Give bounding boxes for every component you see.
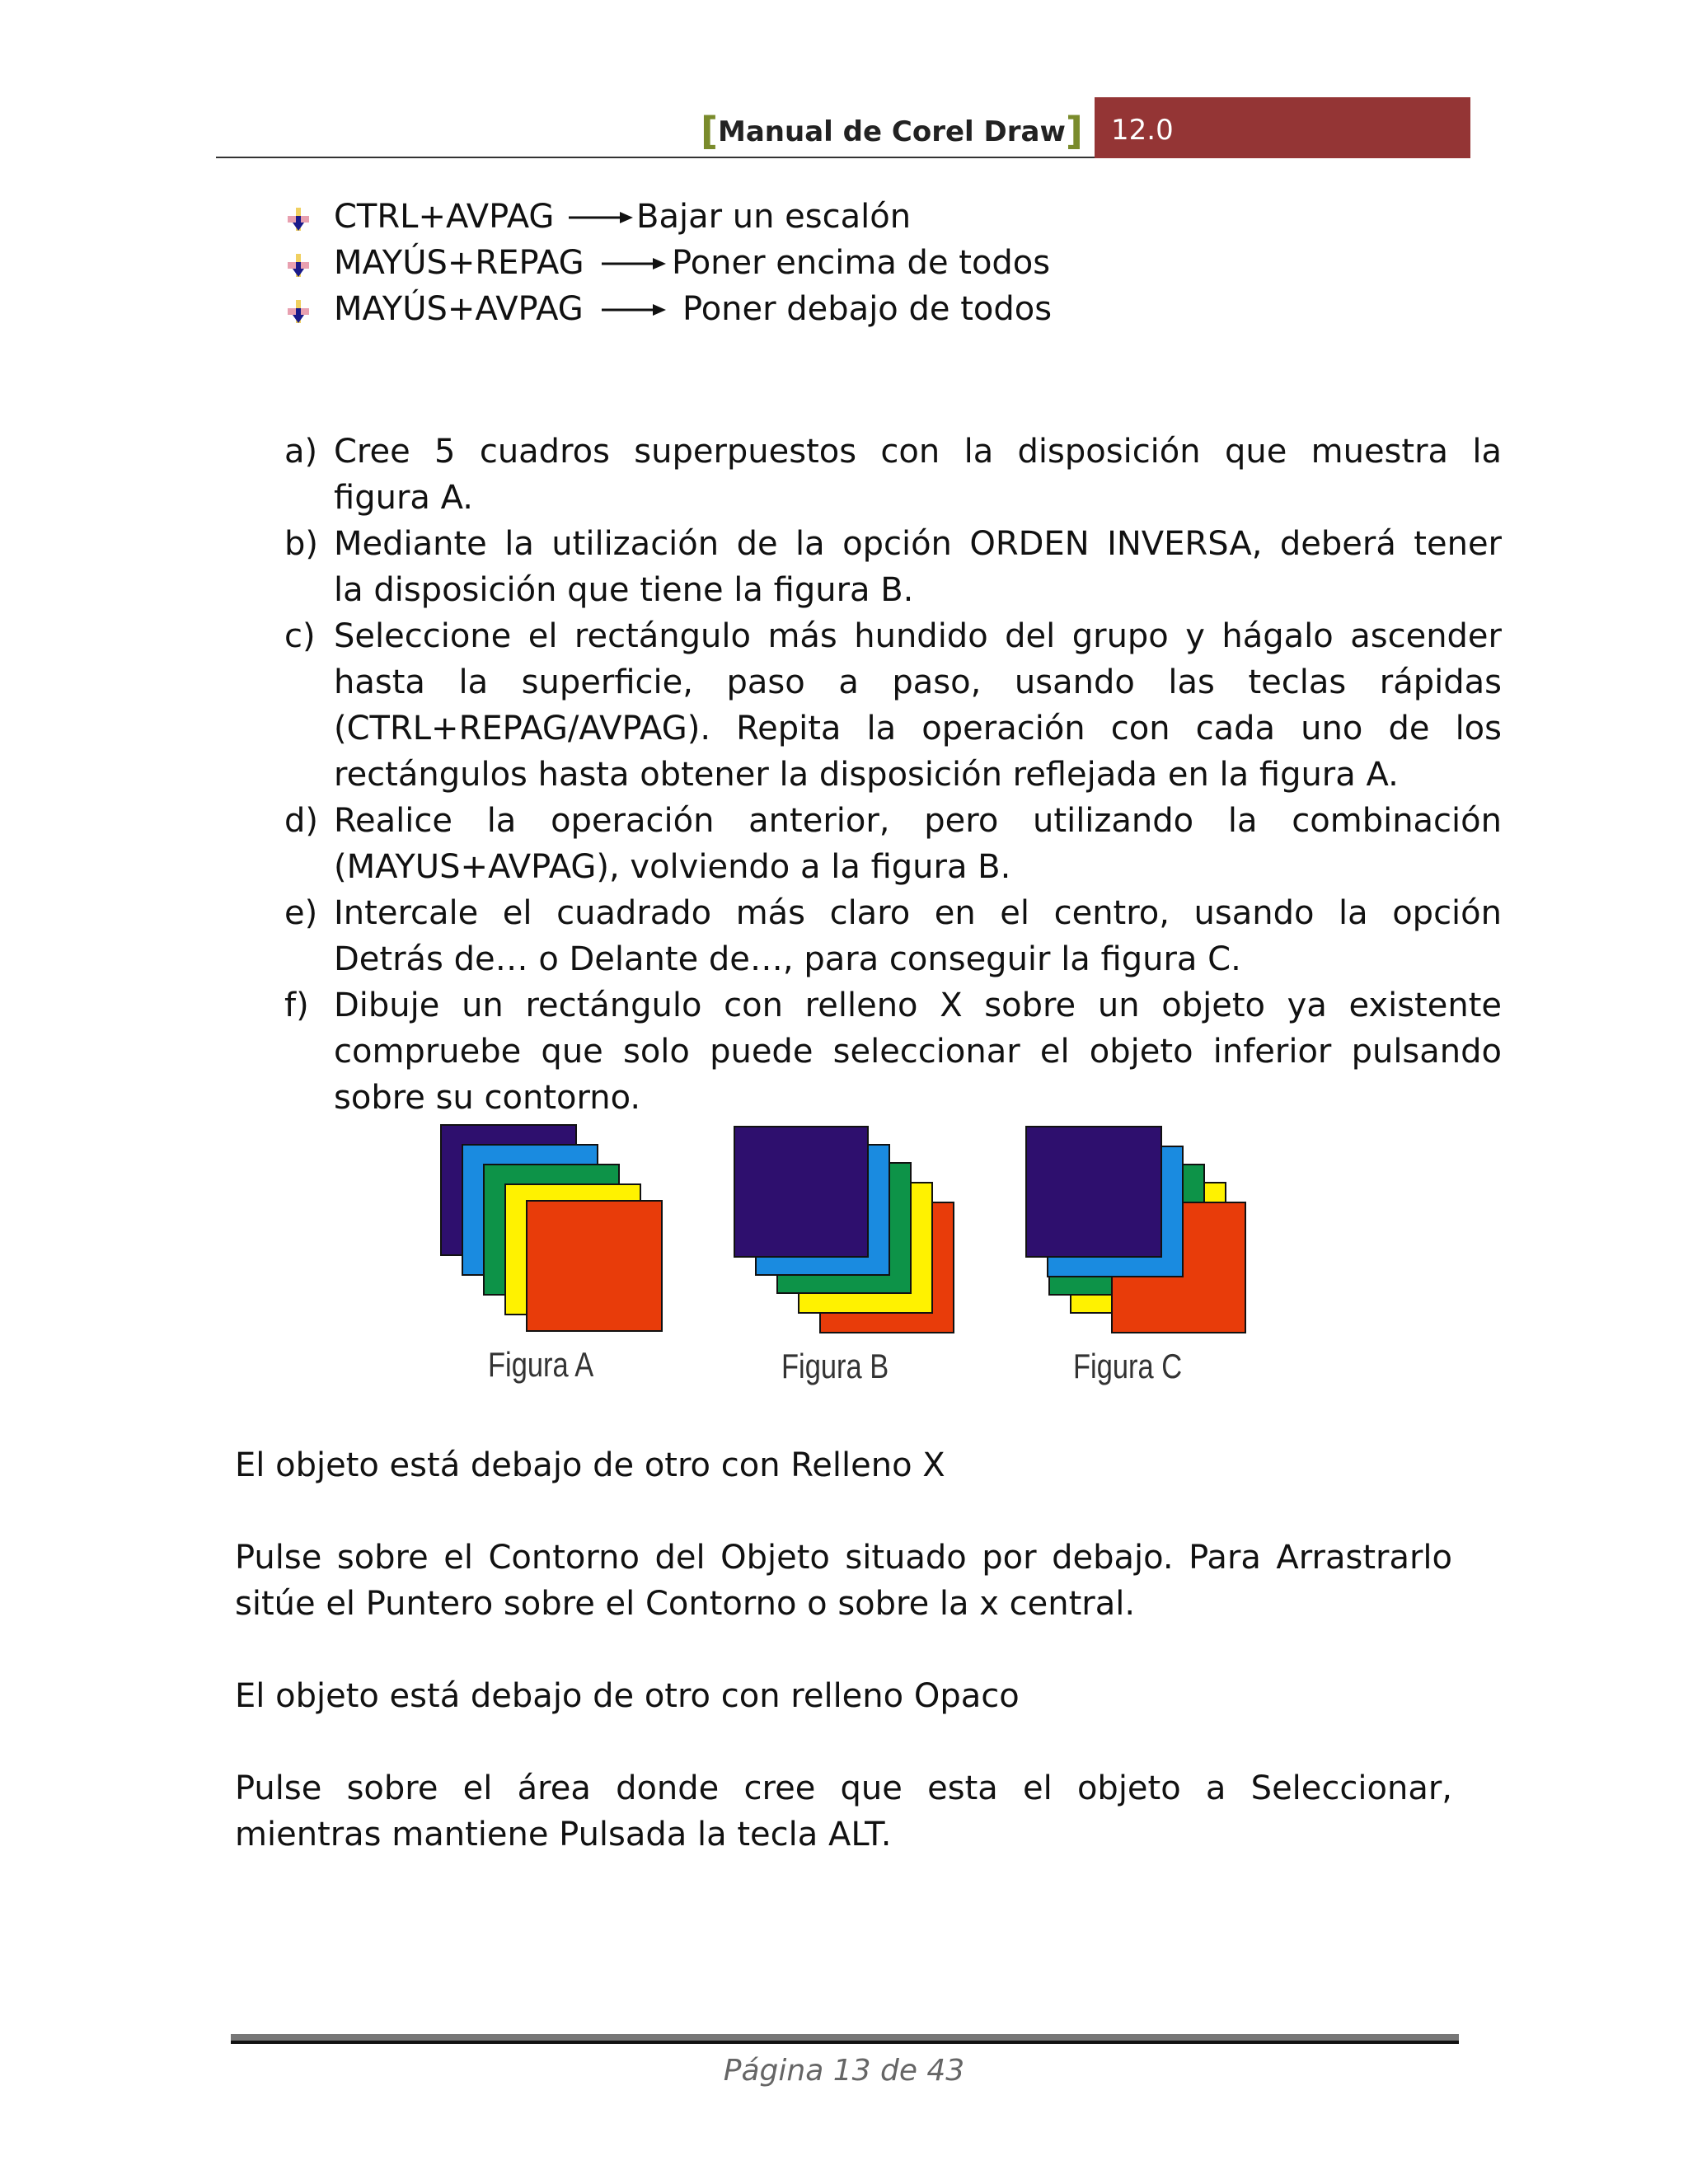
bullet-arrow-icon <box>284 251 312 279</box>
list-line: Intercale el cuadrado más claro en el centro, usando la opción <box>334 894 1502 932</box>
manual-title: Manual de Corel Draw <box>718 115 1066 148</box>
shortcut-keys: MAYÚS+AVPAG <box>334 290 584 328</box>
shortcut-keys: MAYÚS+REPAG <box>334 244 584 282</box>
list-marker: e) <box>284 894 318 932</box>
paragraph-line: El objeto está debajo de otro con relleno Opaco <box>235 1677 1020 1715</box>
bullet-arrow-icon <box>284 297 312 325</box>
paragraph <box>235 1765 1452 1858</box>
paragraph-line: mientras mantiene Pulsada la tecla ALT. <box>235 1816 892 1854</box>
paragraph <box>235 1442 945 1488</box>
header-title <box>701 109 1083 153</box>
list-line: (CTRL+REPAG/AVPAG). Repita la operación con cada uno de los <box>334 710 1502 748</box>
list-line: Detrás de… o Delante de…, para conseguir la figura C. <box>334 940 1241 978</box>
list-line: Cree 5 cuadros superpuestos con la disposición que muestra la <box>334 433 1502 471</box>
square-red <box>526 1200 663 1332</box>
arrow-right-icon <box>569 209 635 226</box>
figure-caption: Figura A <box>488 1345 594 1384</box>
footer-divider-dark <box>231 2041 1459 2044</box>
list-line: la disposición que tiene la figura B. <box>334 571 914 609</box>
version-label: 12.0 <box>1111 114 1174 147</box>
shortcut-action: Poner encima de todos <box>672 244 1051 282</box>
list-marker: f) <box>284 987 309 1024</box>
list-line: (MAYUS+AVPAG), volviendo a la figura B. <box>334 848 1011 886</box>
figure-caption: Figura B <box>781 1347 889 1385</box>
list-line: Realice la operación anterior, pero utilizando la combinación <box>334 802 1502 840</box>
paragraph-line: Pulse sobre el Contorno del Objeto situado por debajo. Para Arrastrarlo <box>235 1539 1452 1577</box>
shortcut-action: Poner debajo de todos <box>682 290 1053 328</box>
list-marker: c) <box>284 617 316 655</box>
paragraph-line: Pulse sobre el área donde cree que esta el objeto a Seleccionar, <box>235 1769 1452 1807</box>
list-marker: a) <box>284 433 318 471</box>
list-line: Seleccione el rectángulo más hundido del grupo y hágalo ascender <box>334 617 1502 655</box>
header-bracket-open: [ <box>701 109 719 153</box>
square-purple <box>734 1126 869 1258</box>
list-line: Mediante la utilización de la opción ORDEN INVERSA, deberá tener <box>334 525 1502 563</box>
paragraph-line: El objeto está debajo de otro con Relleno X <box>235 1446 945 1484</box>
bullet-arrow-icon <box>284 204 312 232</box>
arrow-right-icon <box>602 255 668 272</box>
list-line: Dibuje un rectángulo con relleno X sobre un objeto ya existente <box>334 987 1502 1024</box>
arrow-right-icon <box>602 302 668 318</box>
list-line: rectángulos hasta obtener la disposición reflejada en la figura A. <box>334 756 1399 794</box>
list-line: hasta la superficie, paso a paso, usando las teclas rápidas <box>334 663 1502 701</box>
list-line: compruebe que solo puede seleccionar el objeto inferior pulsando <box>334 1033 1502 1071</box>
paragraph <box>235 1673 1020 1719</box>
header-divider <box>216 157 1095 158</box>
header-bracket-close: ] <box>1065 109 1083 153</box>
shortcut-keys: CTRL+AVPAG <box>334 198 555 236</box>
figure-caption: Figura C <box>1073 1347 1183 1385</box>
paragraph <box>235 1535 1452 1627</box>
square-purple <box>1025 1126 1162 1258</box>
list-line: figura A. <box>334 479 473 517</box>
paragraph-line: sitúe el Puntero sobre el Contorno o sobre la x central. <box>235 1585 1136 1623</box>
shortcut-action: Bajar un escalón <box>636 198 912 236</box>
list-line: sobre su contorno. <box>334 1079 641 1117</box>
page-number: Página 13 de 43 <box>723 2054 965 2088</box>
footer-divider <box>231 2034 1459 2041</box>
list-marker: d) <box>284 802 318 840</box>
list-marker: b) <box>284 525 318 563</box>
